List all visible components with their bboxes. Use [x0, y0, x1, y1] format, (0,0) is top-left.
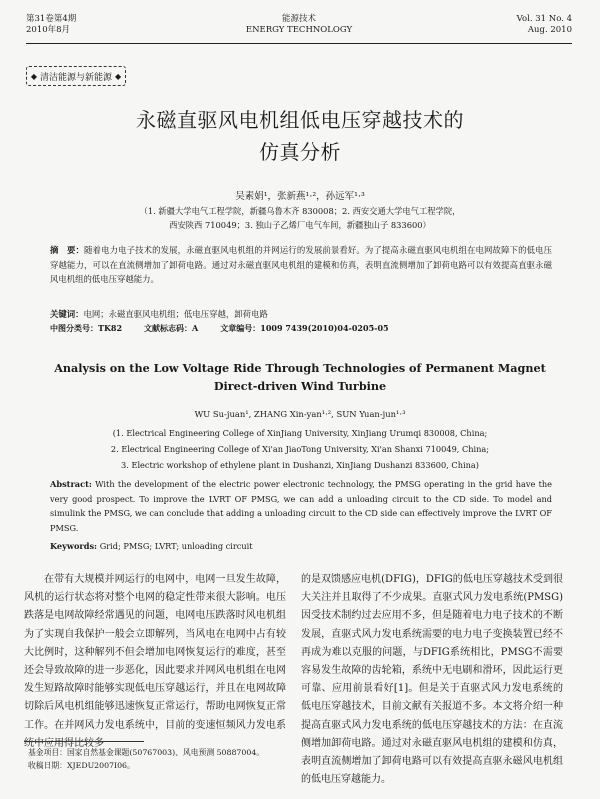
footnote: [28, 746, 288, 772]
footnote-fund: 基金项目：国家自然基金课题(50767003)、风电预测 50887004。: [28, 748, 265, 757]
diamond-icon: ◆: [115, 71, 122, 81]
affiliation-en-line: (1. Electrical Engineering College of XinJiang University, XinJiang Urumqi 830008, China;: [112, 428, 488, 438]
abstract-cn-label: 摘 要：: [50, 245, 85, 255]
paper-title-en: [0, 359, 600, 395]
header-right: [517, 14, 572, 36]
title-en-line2: Direct-driven Wind Turbine: [213, 379, 387, 393]
header-rule: [26, 43, 572, 44]
keywords-cn-label: 关键词：: [50, 309, 84, 319]
abstract-en-text: With the development of the electric power electronic technology, the PMSG operating in the grid have the very good prospect. To improve the LVRT OF PMSG, we can add a unloading circuit to the CD side. To model and simulink the PMSG, we can conclude that adding a unloading circuit to the CD side can effectively improve the LVRT OF PMSG.: [50, 479, 552, 533]
authors-cn: 吴素娟¹，张新燕¹·²，孙远军¹·³: [235, 191, 365, 202]
article-number: 文章编号：1009 7439(2010)04-0205-05: [220, 323, 389, 333]
section-tag-label: 清洁能源与新能源: [39, 72, 112, 83]
header-volume-en: Vol. 31 No. 4: [516, 14, 572, 24]
header-date-cn: 2010年8月: [26, 25, 71, 35]
running-header: [26, 10, 572, 42]
header-date-en: Aug. 2010: [527, 25, 572, 35]
keywords-en: [50, 541, 552, 551]
affiliation-en-line: 3. Electric workshop of ethylene plant in Dushanzi, XinJiang Dushanzi 833600, China): [121, 460, 479, 470]
abstract-cn: [50, 243, 552, 287]
authors-en: WU Su-juan¹, ZHANG Xin-yan¹·², SUN Yuan-jun¹·³: [194, 409, 406, 419]
diamond-icon: ◆: [30, 71, 37, 81]
keywords-cn: [50, 308, 552, 320]
journal-name-cn: 能源技术: [281, 14, 316, 24]
clc-number: 中图分类号：TK82: [50, 323, 123, 333]
abstract-cn-text: 随着电力电子技术的发展，永磁直驱风电机组的并网运行的发展前景看好。为了提高永磁直驱风电机组在电网故障下的低电压穿越能力，可以在直流侧增加了卸荷电路。通过对永磁直驱风电机组的建模和仿真，表明直流侧增加了卸荷电路可以有效提高直驱永磁风电机组的低电压穿越能力。: [50, 245, 552, 285]
footnote-received: 收稿日期：XJEDU2007I06。: [28, 761, 135, 770]
title-cn-line2: 仿真分析: [259, 140, 341, 164]
abstract-en-label: Abstract:: [50, 479, 92, 489]
footnote-rule: [24, 741, 144, 742]
title-en-line1: Analysis on the Low Voltage Ride Through Technologies of Permanent Magnet: [54, 361, 546, 375]
classification-cn: [50, 323, 552, 334]
affiliation-cn-line: 西安陕西 710049；3. 独山子乙烯厂电气车间，新疆独山子 833600）: [169, 220, 431, 230]
body-column-right: 的是双馈感应电机(DFIG)，DFIG的低电压穿越技术受到很大关注并且取得了不少成果。直驱式风力发电系统(PMSG)因受技术制约过去应用不多，但是随着电力电子技术的不断发展，直驱式风力发电系统需要的电力电子变换装置已经不再成为难以克服的问题，与DFIG系统相比，PMSG不需要容易发生故障的齿轮箱，系统中无电刷和滑环，因此运行更可靠、应用前景看好[1]。但是关于直驱式风力发电系统的低电压穿越技术，目前文献有关报道不多。本文将介绍一种提高直驱式风力发电系统的低电压穿越技术的方法：在直流侧增加卸荷电路。通过对永磁直驱风电机组的建模和仿真，表明直流侧增加了卸荷电路可以有效提高直驱永磁风电机组的低电压穿越能力。: [301, 574, 563, 786]
affiliations-en: [40, 425, 560, 473]
body-column-left: 在带有大规模并网运行的电网中，电网一旦发生故障，风机的运行状态将对整个电网的稳定性带来很大影响。电压跌落是电网故障经常遇见的问题，电网电压跌落时风电机组为了实现自我保护一般会立即解列，当风电在电网中占有较大比例时，这种解列不但会增加电网恢复运行的难度，甚至还会导致故障的进一步恶化，因此要求并网风电机组在电网发生短路故障时能够实现低电压穿越运行，并且在电网故障切除后风电机组能够迅速恢复正常运行，帮助电网恢复正常工作。在并网风力发电系统中，目前的变速恒频风力发电系统中应用得比较多: [24, 574, 286, 749]
affiliations-cn: [40, 204, 560, 232]
keywords-en-label: Keywords:: [50, 541, 98, 551]
section-tag: [26, 66, 126, 86]
header-volume-cn: 第31卷第4期: [26, 14, 77, 24]
keywords-cn-text: 电网；永磁直驱风电机组；低电压穿越，卸荷电路: [83, 309, 268, 319]
keywords-en-text: Grid; PMSG; LVRT; unloading circuit: [99, 541, 253, 551]
abstract-en: [50, 477, 552, 535]
journal-name-en: ENERGY TECHNOLOGY: [245, 25, 353, 35]
document-code: 文献标志码：A: [144, 323, 199, 333]
affiliation-cn-line: （1. 新疆大学电气工程学院，新疆乌鲁木齐 830008；2. 西安交通大学电气工程学院，: [139, 206, 461, 216]
affiliation-en-line: 2. Electrical Engineering College of Xi'an JiaoTong University, Xi'an Shanxi 710049, China;: [110, 444, 490, 454]
header-center: [26, 14, 572, 36]
title-cn-line1: 永磁直驱风电机组低电压穿越技术的: [136, 108, 464, 132]
paper-title-cn: [0, 104, 600, 168]
